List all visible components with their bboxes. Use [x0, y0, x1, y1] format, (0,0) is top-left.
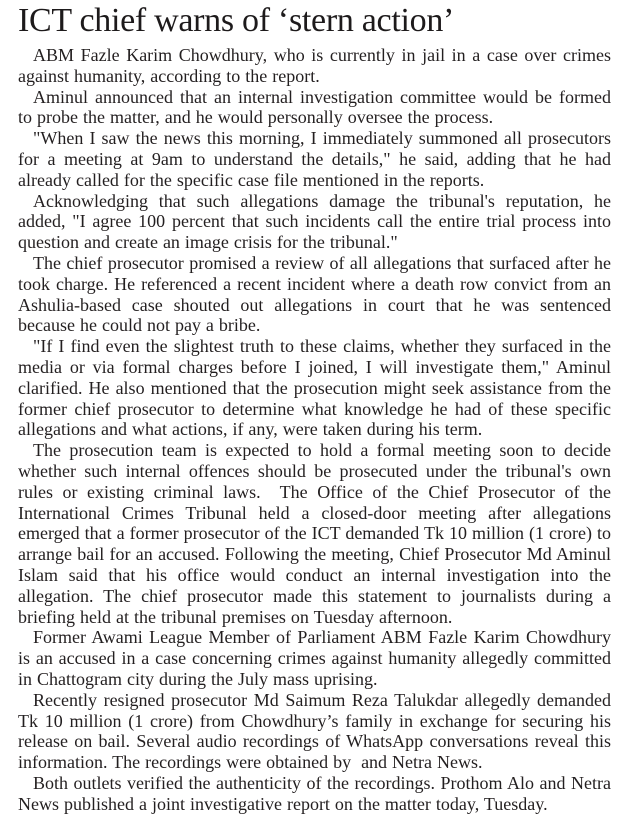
article-paragraph: The prosecution team is expected to hold a formal meeting soon to decide whether such internal offences should be prosecuted under the tribunal's own rules or existing criminal laws. The Office of the Chief Prosecutor of the International Crimes Tribunal held a closed-door meeting after allegations emerged that a former prosecutor of the ICT demanded Tk 10 million (1 crore) to arrange bail for an accused. Following the meeting, Chief Prosecutor Md Aminul Islam said that his office would conduct an internal investigation into the allegation. The chief prosecutor made this statement to journalists during a briefing held at the tribunal premises on Tuesday afternoon. [18, 440, 611, 627]
article-paragraph: "If I find even the slightest truth to these claims, whether they surfaced in the media or via formal charges before I joined, I will investigate them," Aminul clarified. He also mentioned that the prosecution might seek assistance from the former chief prosecutor to determine what knowledge he had of these specific allegations and what actions, if any, were taken during his term. [18, 336, 611, 440]
article-paragraph: The chief prosecutor promised a review of all allegations that surfaced after he took charge. He referenced a recent incident where a death row convict from an Ashulia-based case shouted out allegations in court that he was sentenced because he could not pay a bribe. [18, 252, 611, 336]
article-paragraph: Former Awami League Member of Parliament ABM Fazle Karim Chowdhury is an accused in a case concerning crimes against humanity allegedly committed in Chattogram city during the July mass uprising. [18, 627, 611, 689]
article-title: ICT chief warns of ‘stern action’ [18, 2, 455, 39]
article-body [18, 45, 611, 814]
article-paragraph: "When I saw the news this morning, I immediately summoned all prosecutors for a meeting at 9am to understand the details," he said, adding that he had already called for the specific case file mentioned in the reports. [18, 128, 611, 190]
article-paragraph: Recently resigned prosecutor Md Saimum Reza Talukdar allegedly demanded Tk 10 million (1 crore) from Chowdhury’s family in exchange for securing his release on bail. Several audio recordings of WhatsApp conversations reveal this information. The recordings were obtained by and Netra News. [18, 689, 611, 773]
article-paragraph: Aminul announced that an internal investigation committee would be formed to probe the matter, and he would personally oversee the process. [18, 86, 611, 128]
article-paragraph: Both outlets verified the authenticity of the recordings. Prothom Alo and Netra News published a joint investigative report on the matter today, Tuesday. [18, 772, 611, 814]
article-paragraph: Acknowledging that such allegations damage the tribunal's reputation, he added, "I agree 100 percent that such incidents call the entire trial process into question and create an image crisis for the tribunal." [18, 190, 611, 253]
article-paragraph: ABM Fazle Karim Chowdhury, who is currently in jail in a case over crimes against humanity, according to the report. [18, 45, 611, 86]
